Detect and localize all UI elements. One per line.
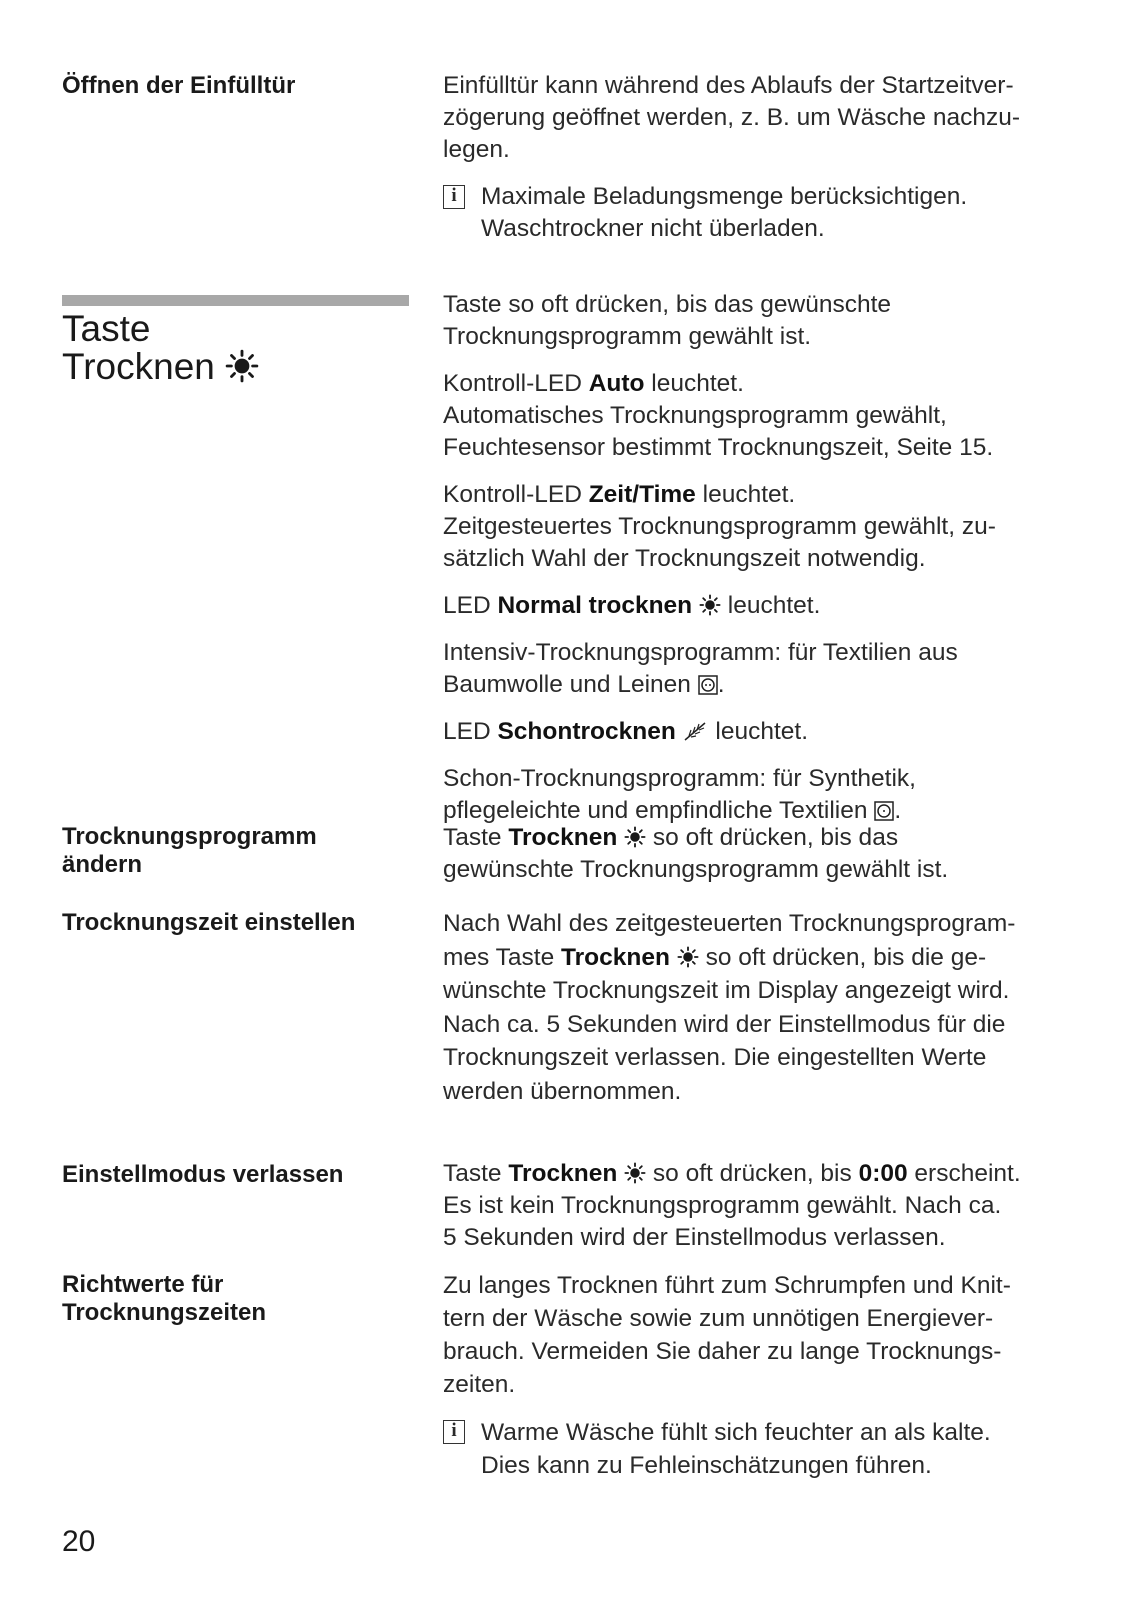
text-line: Automatisches Trocknungsprogramm gewählt, [443,402,947,429]
sun-icon [225,349,259,383]
auto-paragraph [443,368,1083,464]
button-name: Trocknen [508,1160,618,1187]
section-guide [443,1269,1083,1482]
dryer-care-icon [698,675,718,695]
settime-paragraph [443,907,1083,1108]
text-run: so oft drücken, bis die ge- [698,943,987,971]
section-leave [443,1158,1083,1254]
sun-icon [624,826,646,848]
text-run: . [717,671,725,698]
text-line: Schon-Trocknungsprogramm: für Synthetik, [443,765,916,792]
feather-icon [683,720,709,742]
section-settime [443,907,1083,1108]
section-opening [443,70,1083,245]
section-heading [62,310,259,386]
text-line: Einfülltür kann während des Ablaufs der Startzeitver- [443,72,1014,99]
text-line: Feuchtesensor bestimmt Trocknungszeit, Seite 15. [443,434,994,461]
text-line: Nach Wahl des zeitgesteuerten Trocknungsprogram- [443,910,1016,937]
sun-icon [699,594,721,616]
label-settime: Trocknungszeit einstellen [62,909,356,936]
text-line: Maximale Beladungsmenge berücksichtigen. [481,183,968,210]
label-line: Trocknungszeiten [62,1299,267,1326]
text-line: wünschte Trocknungszeit im Display angezeigt wird. [443,977,1010,1004]
heading-line: Trocknen [62,346,215,387]
text-line: tern der Wäsche sowie zum unnötigen Energiever- [443,1305,994,1332]
text-line: Dies kann zu Fehleinschätzungen führen. [481,1452,932,1479]
led-name: Auto [588,370,645,397]
text-line: Trocknungsprogramm gewählt ist. [443,323,812,350]
change-paragraph [443,822,1083,886]
section-change [443,822,1083,886]
text-run: Taste [443,1160,509,1187]
dryer-care-icon [874,801,894,821]
text-run: Kontroll-LED [443,370,589,397]
section-divider-bar [62,295,409,306]
text-line: Baumwolle und Leinen [443,671,691,698]
text-run: LED [443,592,498,619]
text-line: Zu langes Trocknen führt zum Schrumpfen und Knit- [443,1272,1011,1299]
page-number: 20 [62,1525,96,1558]
schon-description [443,763,1083,827]
button-name: Trocknen [508,824,618,851]
opening-paragraph [443,70,1083,166]
heading-line: Taste [62,308,151,349]
label-line: ändern [62,851,143,878]
normal-description [443,637,1083,701]
info-note [443,1416,1083,1482]
text-line: 5 Sekunden wird der Einstellmodus verlassen. [443,1224,946,1251]
text-run: leuchtet. [644,370,744,397]
text-run: so oft drücken, bis [646,1160,859,1187]
text-line: zeiten. [443,1371,516,1398]
text-line: Es ist kein Trocknungsprogramm gewählt. Nach ca. [443,1192,1002,1219]
text-line: sätzlich Wahl der Trocknungszeit notwendig. [443,545,926,572]
label-line: Richtwerte für [62,1271,224,1298]
sun-icon [677,946,699,968]
text-line: Taste so oft drücken, bis das gewünschte [443,291,892,318]
text-run: Taste [443,824,509,851]
text-line: Zeitgesteuertes Trocknungsprogramm gewählt, zu- [443,513,996,540]
info-icon: i [443,185,465,209]
time-paragraph [443,479,1083,575]
text-run: . [894,797,902,824]
guide-paragraph [443,1269,1083,1401]
info-note [443,181,1083,245]
led-name: Schontrocknen [497,718,676,745]
text-run: so oft drücken, bis das [646,824,899,851]
label-opening: Öffnen der Einfülltür [62,72,296,99]
leave-paragraph [443,1158,1083,1254]
text-run: LED [443,718,498,745]
text-line: Intensiv-Trocknungsprogramm: für Textilien aus [443,639,958,666]
text-line: brauch. Vermeiden Sie daher zu lange Trocknungs- [443,1338,1002,1365]
led-name: Zeit/Time [588,481,696,508]
info-icon: i [443,1420,465,1444]
text-run: Kontroll-LED [443,481,589,508]
taste-intro [443,289,1083,353]
label-line: Trocknungsprogramm [62,823,317,850]
text-line: pflegeleichte und empfindliche Textilien [443,797,868,824]
text-line: Waschtrockner nicht überladen. [481,215,825,242]
schon-paragraph [443,716,1083,748]
text-run: leuchtet. [708,718,809,745]
text-run: leuchtet. [720,592,821,619]
text-run: mes Taste [443,943,562,971]
text-line: legen. [443,136,510,163]
led-name: Normal trocknen [497,592,693,619]
text-line: gewünschte Trocknungsprogramm gewählt ist. [443,856,949,883]
display-value: 0:00 [858,1160,908,1187]
label-change [62,823,412,879]
text-line: Trocknungszeit verlassen. Die eingestellten Werte [443,1044,987,1071]
label-guide [62,1271,412,1327]
sun-icon [624,1162,646,1184]
text-run: leuchtet. [695,481,796,508]
button-name: Trocknen [561,943,670,971]
text-line: werden übernommen. [443,1077,682,1105]
text-line: zögerung geöffnet werden, z. B. um Wäsche nachzu- [443,104,1020,131]
label-leave: Einstellmodus verlassen [62,1161,344,1188]
text-run: erscheint. [907,1160,1021,1187]
normal-paragraph [443,590,1083,622]
text-line: Nach ca. 5 Sekunden wird der Einstellmodus für die [443,1010,1006,1038]
section-taste [443,289,1083,827]
text-line: Warme Wäsche fühlt sich feuchter an als kalte. [481,1419,991,1446]
